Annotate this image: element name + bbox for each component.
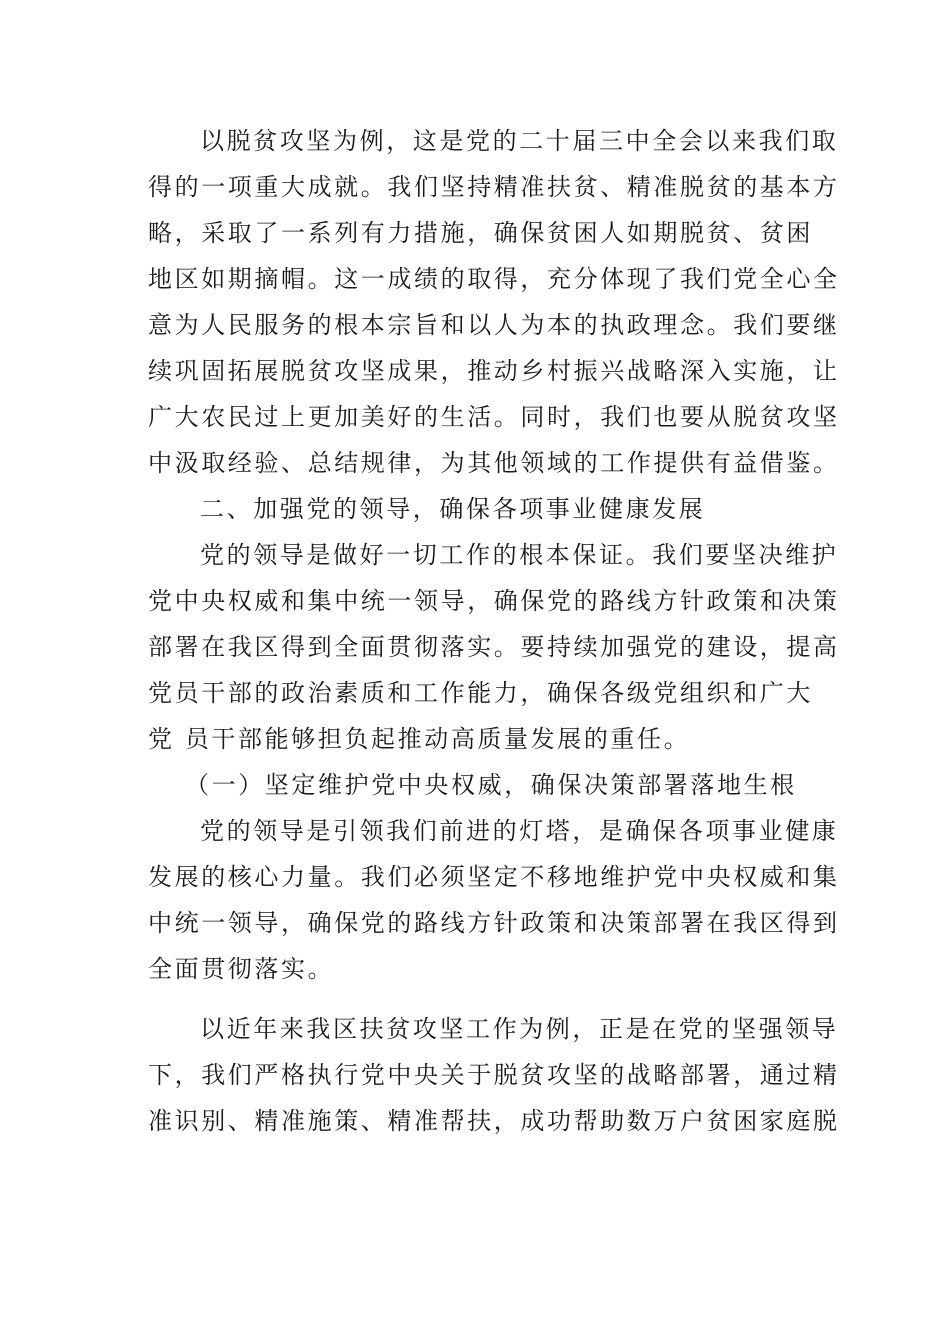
paragraph-line: 党的领导是引领我们前进的灯塔，是确保各项事业健康 bbox=[200, 817, 839, 845]
paragraph-line: 以近年来我区扶贫攻坚工作为例，正是在党的坚强领导 bbox=[200, 1015, 839, 1043]
subsection-heading: （一）坚定维护党中央权威，确保决策部署落地生根 bbox=[185, 771, 797, 799]
paragraph-line: 中汲取经验、总结规律，为其他领域的工作提供有益借鉴。 bbox=[148, 449, 840, 477]
paragraph-line: 党员干部的政治素质和工作能力，确保各级党组织和广大 bbox=[148, 679, 813, 707]
paragraph-line: 中统一领导，确保党的路线方针政策和决策部署在我区得到 bbox=[148, 909, 840, 937]
paragraph-line: 部署在我区得到全面贯彻落实。要持续加强党的建设，提高 bbox=[148, 633, 840, 661]
paragraph-line: 党中央权威和集中统一领导，确保党的路线方针政策和决策 bbox=[148, 587, 840, 615]
paragraph-line: 发展的核心力量。我们必须坚定不移地维护党中央权威和集 bbox=[148, 863, 840, 891]
paragraph-line: 党 员干部能够担负起推动高质量发展的重任。 bbox=[148, 725, 691, 753]
paragraph-line: 略，采取了一系列有力措施，确保贫困人如期脱贫、贫困 bbox=[148, 219, 813, 247]
paragraph-line: 准识别、精准施策、精准帮扶，成功帮助数万户贫困家庭脱 bbox=[148, 1107, 840, 1135]
paragraph-line: 广大农民过上更加美好的生活。同时，我们也要从脱贫攻坚 bbox=[148, 403, 840, 431]
paragraph-line: 续巩固拓展脱贫攻坚成果，推动乡村振兴战略深入实施，让 bbox=[148, 357, 840, 385]
paragraph-line: 地区如期摘帽。这一成绩的取得，充分体现了我们党全心全 bbox=[148, 265, 840, 293]
section-heading: 二、加强党的领导，确保各项事业健康发展 bbox=[200, 495, 706, 523]
paragraph-line: 下，我们严格执行党中央关于脱贫攻坚的战略部署，通过精 bbox=[148, 1061, 840, 1089]
paragraph-line: 意为人民服务的根本宗旨和以人为本的执政理念。我们要继 bbox=[148, 311, 840, 339]
paragraph-line: 全面贯彻落实。 bbox=[148, 955, 335, 983]
paragraph-line: 以脱贫攻坚为例，这是党的二十届三中全会以来我们取 bbox=[200, 127, 839, 155]
paragraph-line: 党的领导是做好一切工作的根本保证。我们要坚决维护 bbox=[200, 541, 839, 569]
paragraph-line: 得的一项重大成就。我们坚持精准扶贫、精准脱贫的基本方 bbox=[148, 173, 840, 201]
